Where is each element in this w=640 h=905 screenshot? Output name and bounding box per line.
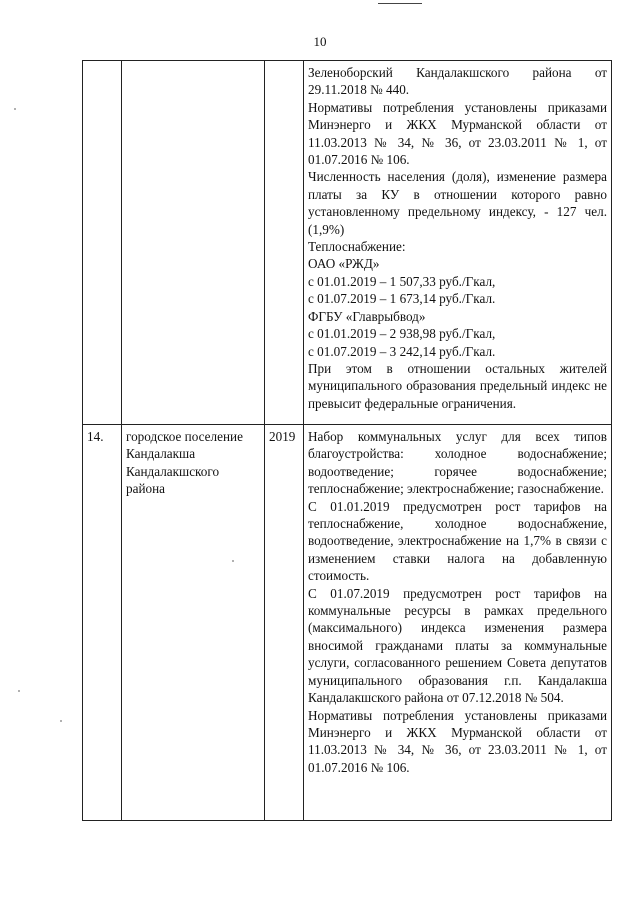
scan-speck xyxy=(18,690,20,692)
page-number: 10 xyxy=(313,34,327,49)
paragraph: ОАО «РЖД» xyxy=(308,256,380,272)
paragraph: с 01.07.2019 – 3 242,14 руб./Гкал. xyxy=(308,343,496,359)
paragraph: ФГБУ «Главрыбвод» xyxy=(308,308,426,324)
paragraph: Численность населения (доля), изменение размера платы за КУ в отношении которого равно установленному предельному индексу, - 127 чел. (1,9%) xyxy=(308,169,607,237)
paragraph: Нормативы потребления установлены приказами Минэнерго и ЖКХ Мурманской области от 11.03.2013 № 34, № 36, от 23.03.2011 № 1, от 01.07.2016 № 106. xyxy=(308,99,607,168)
paragraph: Набор коммунальных услуг для всех типов благоустройства: холодное водоснабжение; водоотведение; горячее водоснабжение; теплоснабжение; электроснабжение; газоснабжение. xyxy=(308,429,607,497)
row-number-cell xyxy=(83,61,122,425)
scan-speck xyxy=(60,720,62,722)
row-number-cell: 14. xyxy=(83,425,122,821)
municipality-cell: городское поселение Кандалакша Кандалакшского района xyxy=(122,425,265,821)
scan-speck xyxy=(14,108,16,110)
paragraph: Нормативы потребления установлены приказами Минэнерго и ЖКХ Мурманской области от 11.03.2013 № 34, № 36, от 23.03.2011 № 1, от 01.07.2016 № 106. xyxy=(308,707,607,775)
paragraph: С 01.07.2019 предусмотрен рост тарифов на коммунальные ресурсы в рамках предельного (максимального) индекса изменения размера вносимой гражданами платы за коммунальные услуги, согласованного решением Совета депутатов муниципального образования г.п. Кандалакша Кандалакшского района от 07.12.2018 № 504. xyxy=(308,585,607,706)
table-row xyxy=(83,425,612,821)
tariff-table xyxy=(82,60,612,821)
scan-speck xyxy=(232,560,234,562)
paragraph: с 01.01.2019 – 2 938,98 руб./Гкал, xyxy=(308,326,496,342)
paragraph: Зеленоборский Кандалакшского района от 29.11.2018 № 440. xyxy=(308,65,607,98)
description-cell xyxy=(304,61,612,425)
year-cell xyxy=(265,61,304,425)
year-cell: 2019 xyxy=(265,425,304,821)
table-row xyxy=(83,61,612,425)
paragraph: С 01.01.2019 предусмотрен рост тарифов на теплоснабжение, холодное водоснабжение, водоотведение, электроснабжение на 1,7% в связи с изменением ставки налога на добавленную стоимость. xyxy=(308,498,607,584)
paragraph: с 01.07.2019 – 1 673,14 руб./Гкал. xyxy=(308,291,496,307)
description-cell xyxy=(304,425,612,821)
paragraph: Теплоснабжение: xyxy=(308,239,406,255)
paragraph: с 01.01.2019 – 1 507,33 руб./Гкал, xyxy=(308,273,496,289)
paragraph: При этом в отношении остальных жителей муниципального образования предельный индекс не превысит федеральные ограничения. xyxy=(308,360,607,411)
municipality-cell xyxy=(122,61,265,425)
top-edge-line xyxy=(378,3,422,4)
